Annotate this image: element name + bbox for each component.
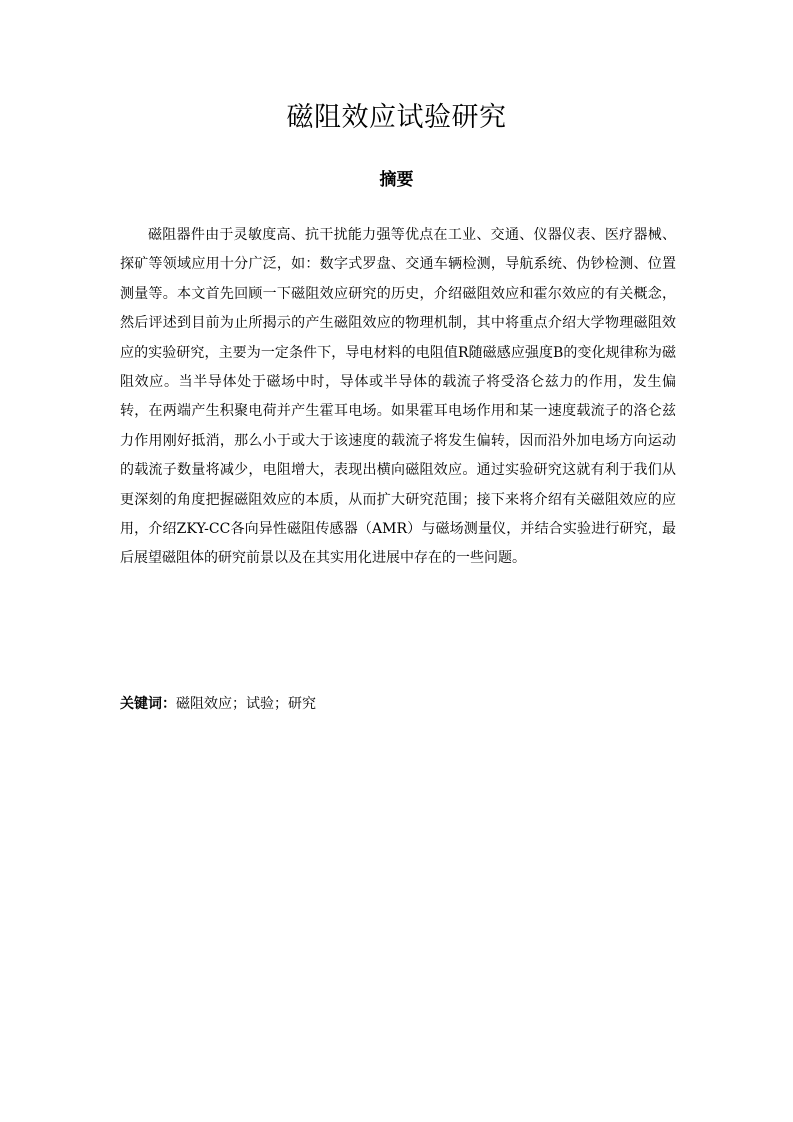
document-title: 磁阻效应试验研究 [286, 102, 507, 133]
abstract-heading: 摘要 [379, 170, 414, 190]
keywords-label: 关键词： [120, 696, 176, 712]
keywords-value: 磁阻效应；试验；研究 [176, 696, 316, 712]
abstract-paragraph: 磁阻器件由于灵敏度高、抗干扰能力强等优点在工业、交通、仪器仪表、医疗器械、探矿等领域应用十分广泛，如：数字式罗盘、交通车辆检测，导航系统、伪钞检测、位置测量等。本文首先回顾一下磁阻效应研究的历史，介绍磁阻效应和霍尔效应的有关概念，然后评述到目前为止所揭示的产生磁阻效应的物理机制，其中将重点介绍大学物理磁阻效应的实验研究，主要为一定条件下，导电材料的电阻值R随磁感应强度B的变化规律称为磁阻效应。当半导体处于磁场中时，导体或半导体的载流子将受洛仑兹力的作用，发生偏转，在两端产生积聚电荷并产生霍耳电场。如果霍耳电场作用和某一速度载流子的洛仑兹力作用刚好抵消，那么小于或大于该速度的载流子将发生偏转，因而沿外加电场方向运动的载流子数量将减少，电阻增大，表现出横向磁阻效应。通过实验研究这就有利于我们从更深刻的角度把握磁阻效应的本质，从而扩大研究范围；接下来将介绍有关磁阻效应的应用，介绍ZKY-CC各向异性磁阻传感器（AMR）与磁场测量仪，并结合实验进行研究，最后展望磁阻体的研究前景以及在其实用化进展中存在的一些问题。 [120, 227, 676, 567]
keywords-line [120, 690, 676, 718]
